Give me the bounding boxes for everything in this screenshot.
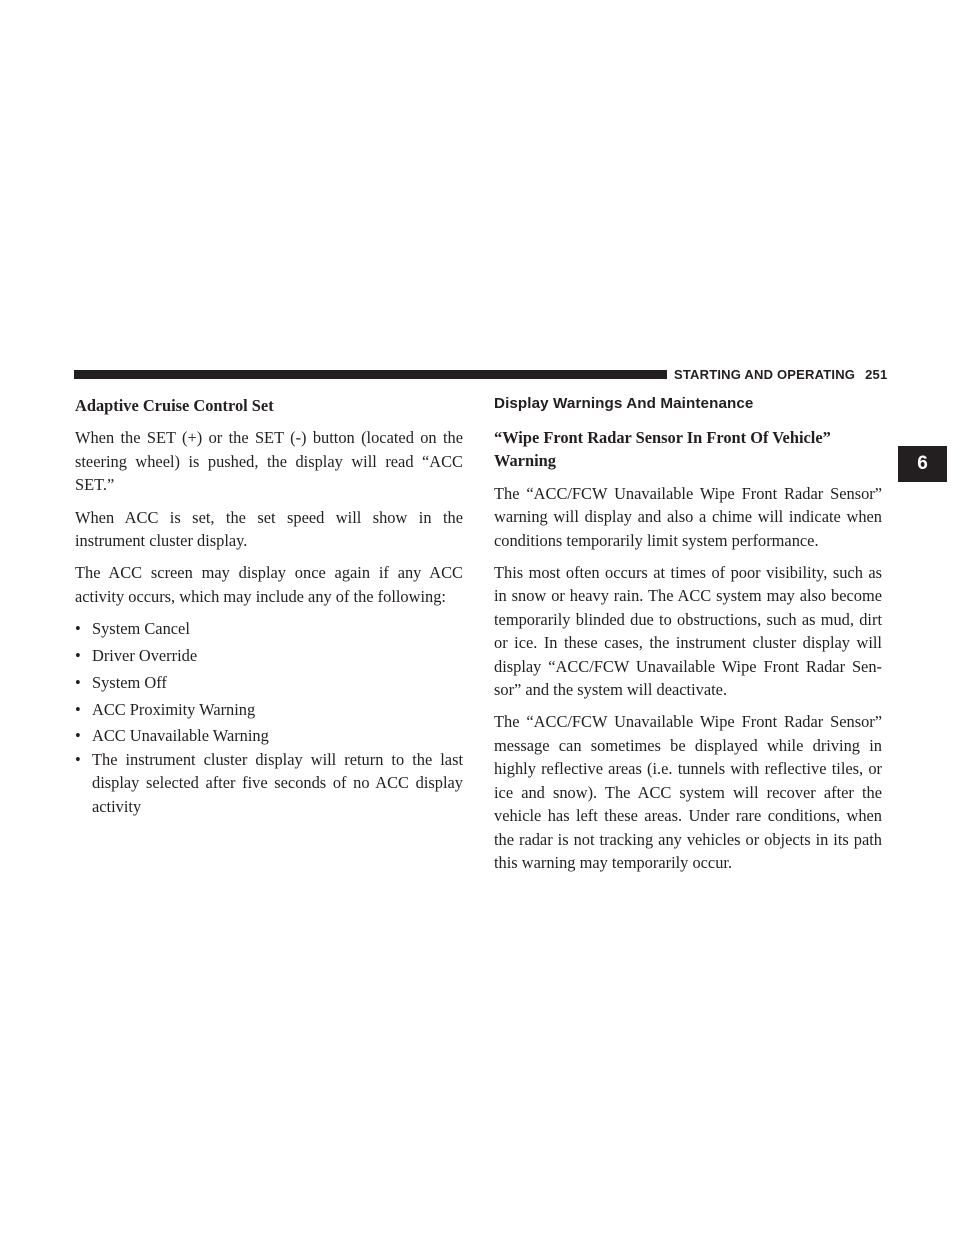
right-column bbox=[494, 394, 882, 883]
section-heading-acc-set: Adaptive Cruise Control Set bbox=[75, 396, 274, 415]
page-number: 251 bbox=[865, 367, 888, 382]
section-heading-display-warnings: Display Warnings And Maintenance bbox=[494, 395, 754, 412]
paragraph: When ACC is set, the set speed will show in the instrument cluster display. bbox=[75, 507, 463, 551]
list-item: • ACC Unavailable Warning bbox=[75, 724, 463, 747]
bullet-list bbox=[75, 617, 463, 818]
subheading-wipe-radar-warning: “Wipe Front Radar Sensor In Front Of Vehicle” Warning bbox=[494, 428, 831, 471]
list-item: • Driver Override bbox=[75, 644, 463, 667]
paragraph: The ACC screen may display once again if any ACC activity occurs, which may include any of the following: bbox=[75, 563, 463, 606]
paragraph: When the SET (+) or the SET (-) button (located on the steering wheel) is pushed, the display will read “ACC SET.” bbox=[75, 428, 463, 495]
chapter-tab: 6 bbox=[898, 446, 947, 482]
list-item: • ACC Proximity Warning bbox=[75, 698, 463, 721]
paragraph: The “ACC/FCW Unavailable Wipe Front Radar Sensor” warning will display and also a chime will indicate when conditions temporarily limit system performance. bbox=[494, 483, 882, 550]
header-rule bbox=[74, 370, 667, 379]
left-column bbox=[75, 394, 463, 821]
list-item: • The instrument cluster display will return to the last display selected after five seconds of no ACC display activity bbox=[75, 748, 463, 818]
paragraph: The “ACC/FCW Unavailable Wipe Front Radar Sensor” message can sometimes be displayed while driving in highly reflective areas (i.e. tunnels with reflective tiles, or ice and snow). The ACC system will recover after the vehicle has left these areas. Under rare conditions, when the radar is not tracking any vehicles or objects in its path this warning may temporarily occur. bbox=[494, 712, 882, 872]
running-header bbox=[674, 367, 887, 382]
list-item: • System Off bbox=[75, 671, 463, 694]
paragraph: This most often occurs at times of poor visibility, such as in snow or heavy rain. The ACC system may also become temporarily blinded due to obstructions, such as mud, dirt or ice. In these cases, the instrument cluster display will display “ACC/FCW Unavailable Wipe Front Radar Sensor” and the system will deactivate. bbox=[494, 563, 882, 700]
list-item: • System Cancel bbox=[75, 617, 463, 640]
section-title: STARTING AND OPERATING bbox=[674, 367, 856, 382]
